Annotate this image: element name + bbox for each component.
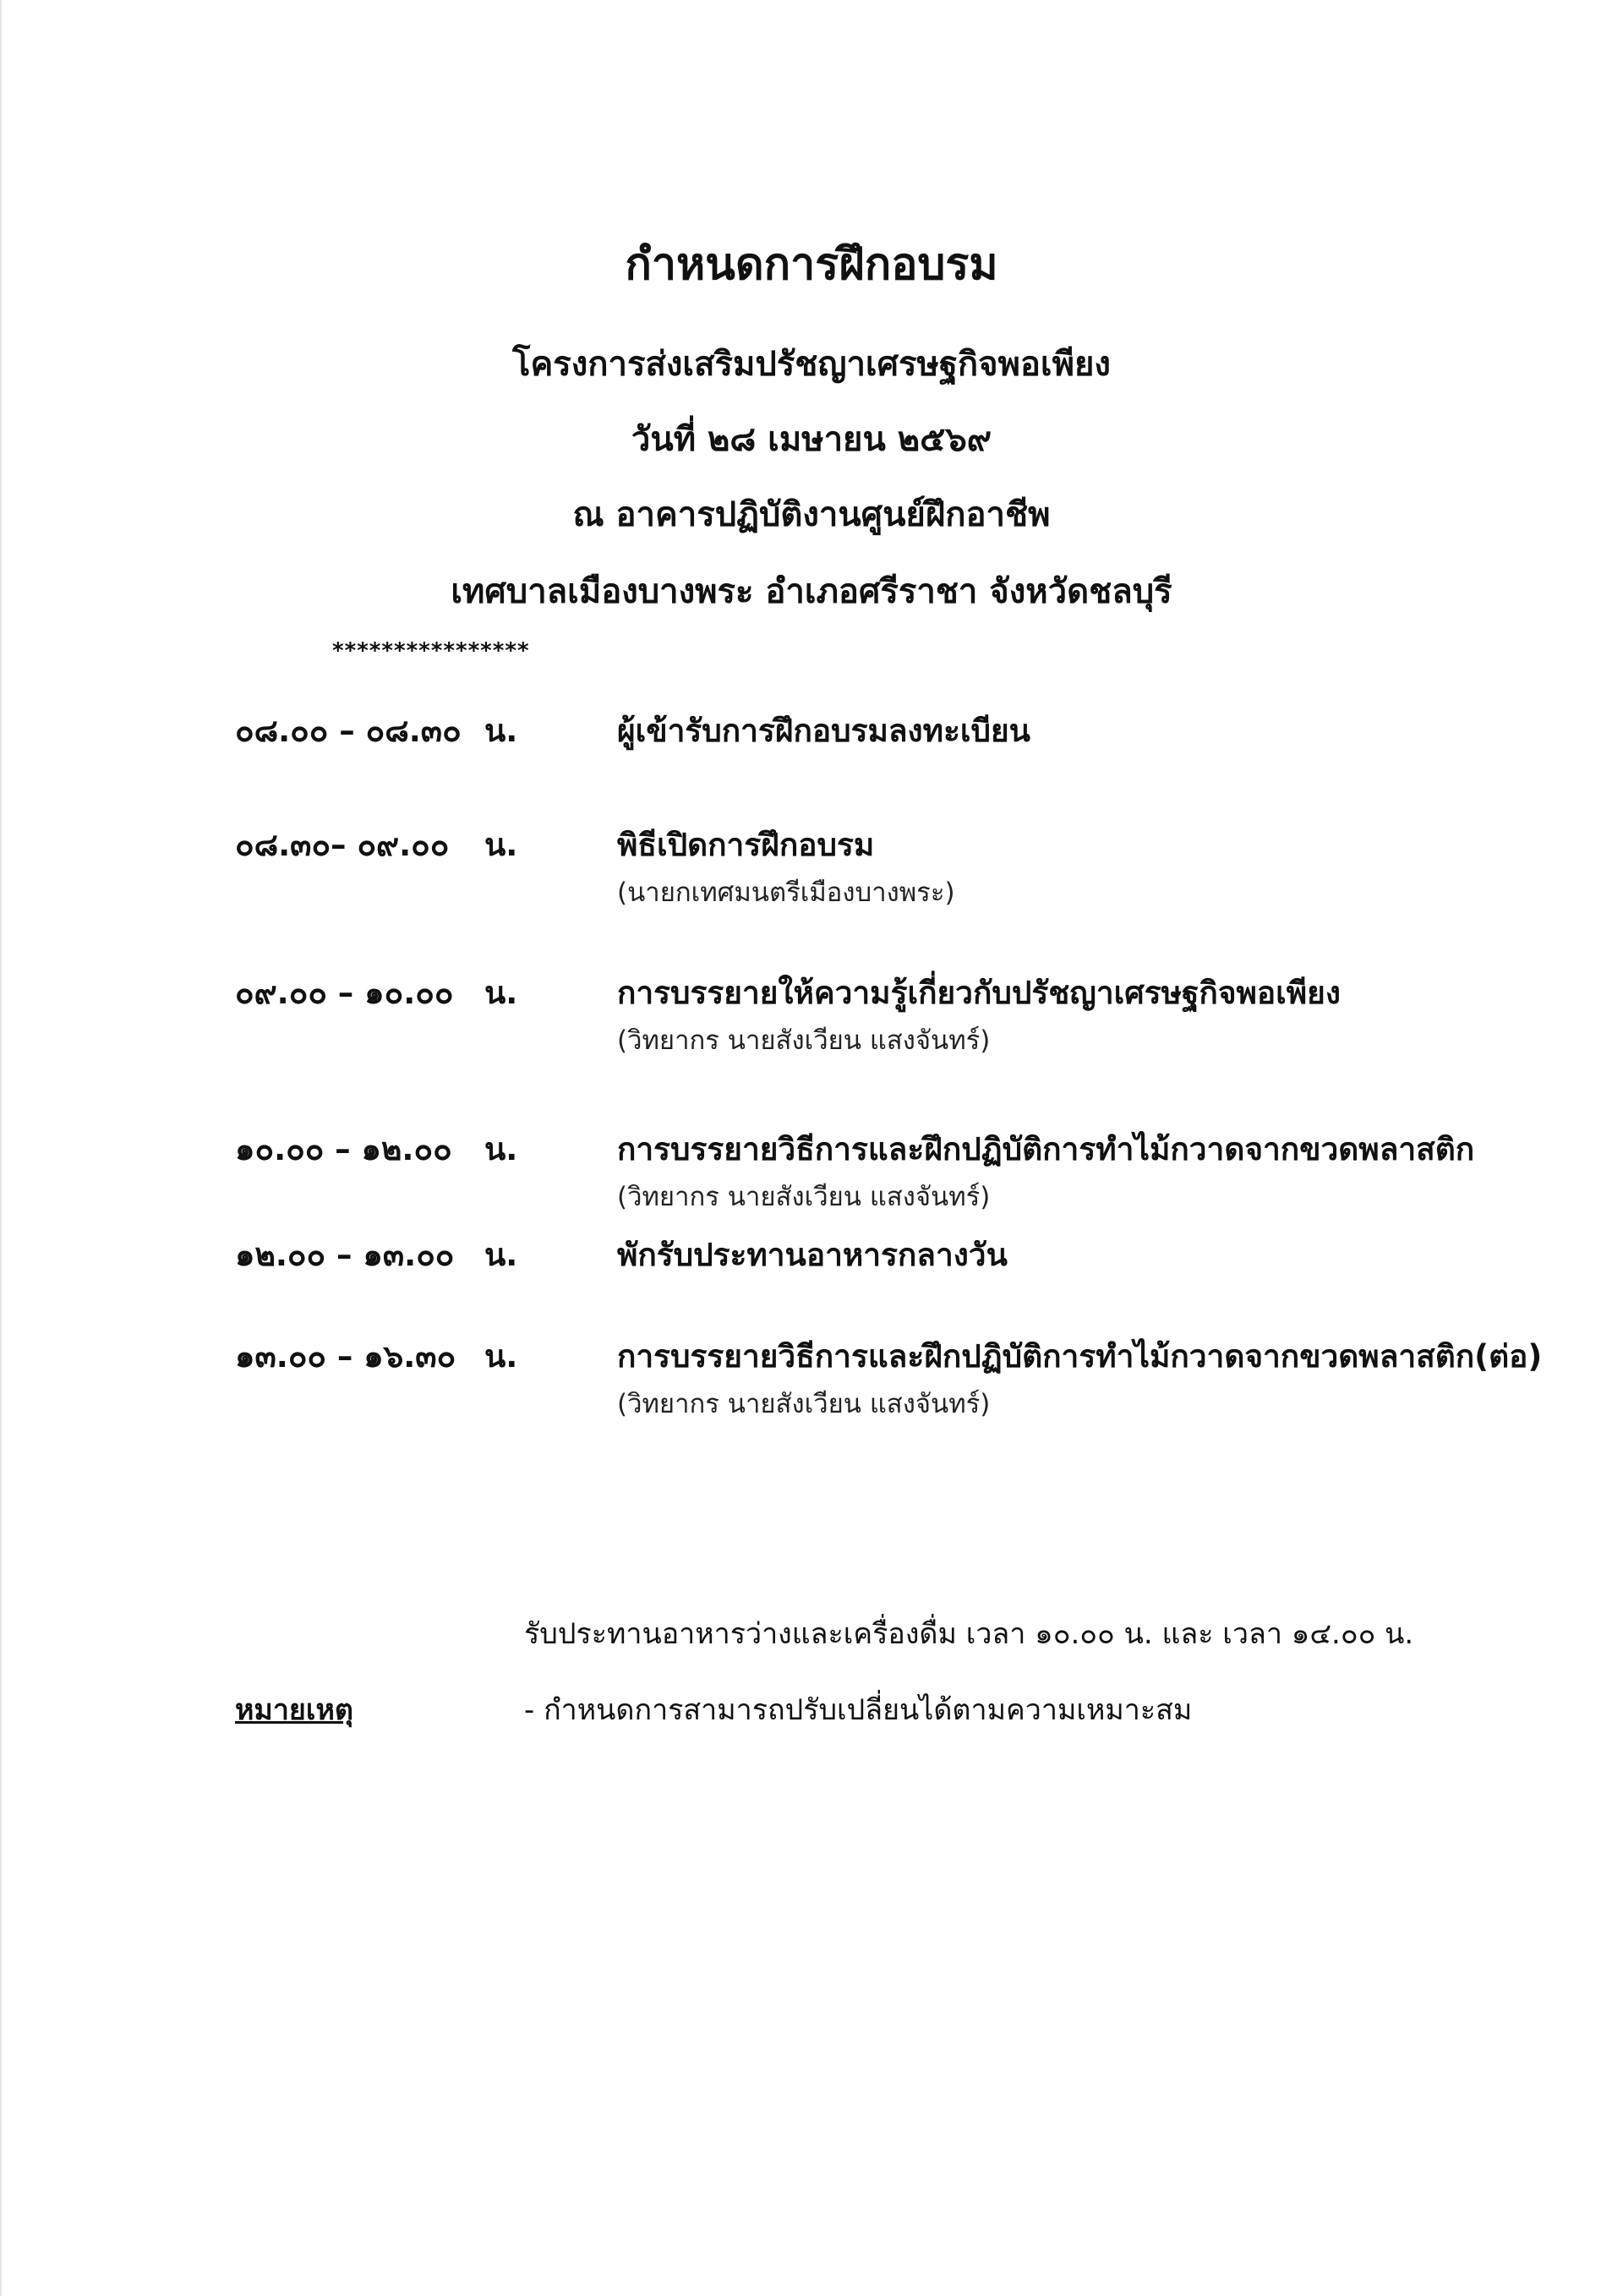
project-name: โครงการส่งเสริมปรัชญาเศรษฐกิจพอเพียง — [512, 345, 1111, 384]
schedule-time: ๐๙.๐๐ – ๑๐.๐๐ — [235, 975, 454, 1011]
schedule-time-unit: น. — [484, 975, 518, 1011]
remark-label: หมายเหตุ — [235, 1693, 353, 1727]
schedule-time-unit: น. — [484, 1338, 518, 1375]
refreshment-note: รับประทานอาหารว่างและเครื่องดื่ม เวลา ๑๐.๐๐ น. และ เวลา ๑๔.๐๐ น. — [524, 1617, 1414, 1651]
schedule-time-unit: น. — [484, 713, 518, 749]
schedule-speaker: (นายกเทศมนตรีเมืองบางพระ) — [617, 877, 955, 908]
event-venue: ณ อาคารปฏิบัติงานศูนย์ฝึกอาชีพ — [572, 495, 1051, 534]
schedule-time-unit: น. — [484, 827, 518, 863]
schedule-time: ๐๘.๓๐– ๐๙.๐๐ — [235, 827, 450, 863]
schedule-speaker: (วิทยากร นายสังเวียน แสงจันทร์) — [617, 1182, 991, 1212]
event-date: วันที่ ๒๘ เมษายน ๒๕๖๙ — [631, 420, 992, 459]
schedule-time: ๑๓.๐๐ – ๑๖.๓๐ — [235, 1338, 456, 1375]
schedule-activity: การบรรยายวิธีการและฝึกปฏิบัติการทำไม้กวาดจากขวดพลาสติก — [617, 1131, 1475, 1167]
event-municipality: เทศบาลเมืองบางพระ อำเภอศรีราชา จังหวัดชลบุรี — [451, 572, 1172, 611]
schedule-activity: พิธีเปิดการฝึกอบรม — [617, 827, 875, 863]
schedule-speaker: (วิทยากร นายสังเวียน แสงจันทร์) — [617, 1389, 991, 1419]
schedule-activity: พักรับประทานอาหารกลางวัน — [617, 1237, 1008, 1273]
asterisk-separator: **************** — [332, 638, 530, 664]
schedule-activity: การบรรยายวิธีการและฝึกปฏิบัติการทำไม้กวาดจากขวดพลาสติก(ต่อ) — [617, 1338, 1543, 1375]
document-title: กำหนดการฝึกอบรม — [625, 239, 998, 290]
schedule-speaker: (วิทยากร นายสังเวียน แสงจันทร์) — [617, 1025, 991, 1056]
schedule-time-unit: น. — [484, 1131, 518, 1167]
schedule-time: ๑๒.๐๐ – ๑๓.๐๐ — [235, 1237, 455, 1273]
schedule-activity: การบรรยายให้ความรู้เกี่ยวกับปรัชญาเศรษฐกิจพอเพียง — [617, 975, 1341, 1011]
schedule-time-unit: น. — [484, 1237, 518, 1273]
remark-text: - กำหนดการสามารถปรับเปลี่ยนได้ตามความเหมาะสม — [524, 1693, 1193, 1727]
schedule-activity: ผู้เข้ารับการฝึกอบรมลงทะเบียน — [617, 713, 1030, 749]
schedule-time: ๐๘.๐๐ – ๐๘.๓๐ — [235, 713, 462, 749]
schedule-time: ๑๐.๐๐ – ๑๒.๐๐ — [235, 1131, 452, 1167]
